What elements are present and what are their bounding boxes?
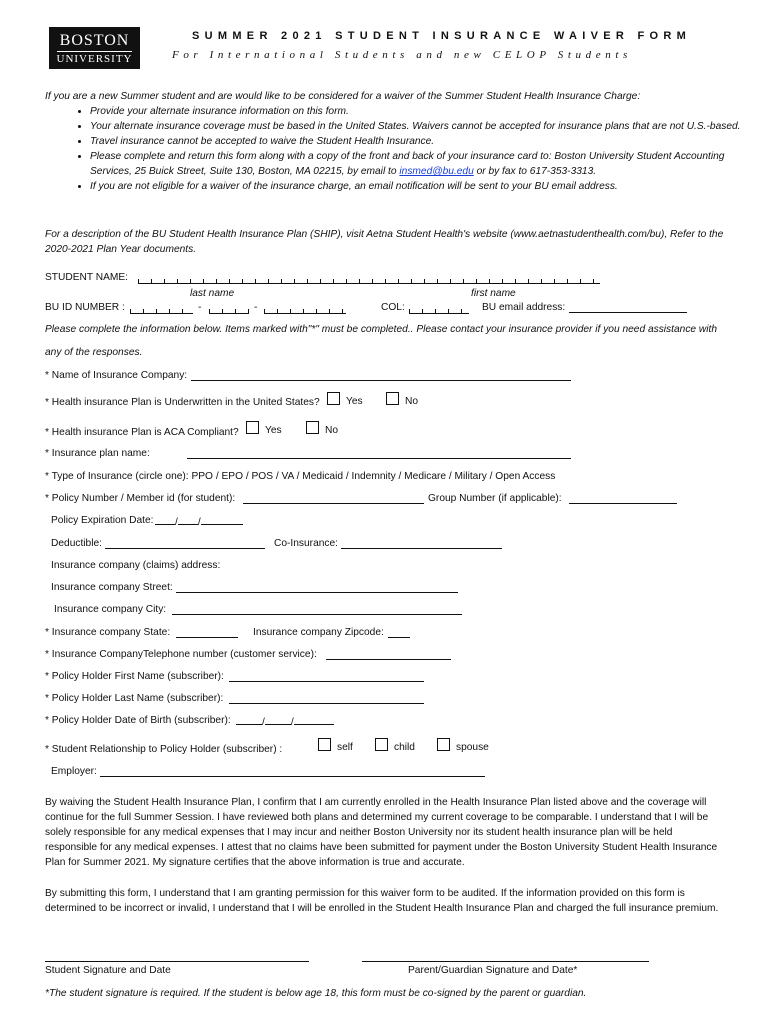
student-name-label: STUDENT NAME: bbox=[45, 272, 129, 283]
claims-address-label: Insurance company (claims) address: bbox=[51, 560, 221, 571]
zip-field[interactable] bbox=[388, 626, 410, 638]
student-name-field[interactable] bbox=[138, 273, 600, 284]
spouse-checkbox[interactable] bbox=[437, 738, 450, 751]
waiver-attestation: By waiving the Student Health Insurance Plan, I confirm that I am currently enrolled in the Health Insurance Plan listed above and the coverage will continue for the full Summer Session. I have reviewed both plans and determined my current coverage to be comparable. I understand that I will be solely responsible for any medical expenses that I may incur and neither Boston University nor its student health insurance plan will be held responsible for any medical expenses. I attest that no claims have been submitted for payment under the Boston University Student Health Insurance Plan for Summer 2021. My signature certifies that the above information is true and accurate. bbox=[45, 797, 718, 868]
form-subtitle: For International Students and new CELOP Students bbox=[172, 49, 632, 61]
signature-note: *The student signature is required. If the student is below age 18, this form must be co-signed by the parent or guardian. bbox=[45, 988, 587, 999]
student-signature-label: Student Signature and Date bbox=[45, 965, 171, 976]
holder-dob-label: * Policy Holder Date of Birth (subscriber): bbox=[45, 715, 231, 726]
phone-field[interactable] bbox=[326, 648, 451, 660]
bullet-5: • If you are not eligible for a waiver of the insurance charge, an email notification will be sent to your BU email address. bbox=[90, 179, 750, 194]
child-checkbox[interactable] bbox=[375, 738, 388, 751]
aca-yes-checkbox[interactable] bbox=[246, 421, 259, 434]
phone-label: * Insurance CompanyTelephone number (customer service): bbox=[45, 649, 317, 660]
instructions-line1: Please complete the information below. Items marked with"*" must be completed.. Please contact your insurance provider if you need assistance with bbox=[45, 324, 718, 335]
plan-name-label: * Insurance plan name: bbox=[45, 448, 150, 459]
email-label: BU email address: bbox=[482, 302, 566, 313]
relationship-label: * Student Relationship to Policy Holder (subscriber) : bbox=[45, 744, 283, 755]
underwritten-yes-checkbox[interactable] bbox=[327, 392, 340, 405]
holder-last-label: * Policy Holder Last Name (subscriber): bbox=[45, 693, 224, 704]
deductible-label: Deductible: bbox=[51, 538, 102, 549]
bu-id-part2[interactable] bbox=[209, 303, 249, 314]
form-title: SUMMER 2021 STUDENT INSURANCE WAIVER FORM bbox=[192, 30, 692, 42]
company-field[interactable] bbox=[191, 369, 571, 381]
holder-last-field[interactable] bbox=[229, 692, 424, 704]
holder-first-label: * Policy Holder First Name (subscriber): bbox=[45, 671, 224, 682]
email-field[interactable] bbox=[569, 301, 687, 313]
group-number-field[interactable] bbox=[569, 492, 677, 504]
coinsurance-label: Co-Insurance: bbox=[274, 538, 338, 549]
logo-line2: UNIVERSITY bbox=[56, 53, 133, 65]
parent-signature-line[interactable] bbox=[362, 960, 649, 962]
student-signature-line[interactable] bbox=[45, 960, 309, 962]
last-name-caption: last name bbox=[190, 288, 235, 299]
street-field[interactable] bbox=[176, 581, 458, 593]
col-field[interactable] bbox=[409, 303, 469, 314]
audit-permission: By submitting this form, I understand that I am granting permission for this waiver form to be audited. If the information provided on this form is determined to be incorrect or invalid, I understand that I will be enrolled in the Student Health Insurance Plan and charged the full insurance premium. bbox=[45, 888, 719, 914]
parent-signature-label: Parent/Guardian Signature and Date* bbox=[408, 965, 578, 976]
coinsurance-field[interactable] bbox=[341, 537, 502, 549]
zip-label: Insurance company Zipcode: bbox=[253, 627, 384, 638]
self-checkbox[interactable] bbox=[318, 738, 331, 751]
bullet-2: • Your alternate insurance coverage must be based in the United States. Waivers cannot be accepted for insurance plans that are not U.S.-based. bbox=[90, 119, 750, 134]
bu-logo bbox=[49, 27, 140, 69]
logo-line1: BOSTON bbox=[59, 32, 130, 49]
ship-description: For a description of the BU Student Health Insurance Plan (SHIP), visit Aetna Student Health's website (www.aetnastudenthealth.com/bu), Refer to the 2020-2021 Plan Year documents. bbox=[45, 229, 724, 255]
first-name-caption: first name bbox=[471, 288, 516, 299]
holder-dob-field[interactable]: / / bbox=[236, 713, 334, 730]
expiration-field[interactable]: / / bbox=[155, 513, 243, 530]
bullet-3: • Travel insurance cannot be accepted to waive the Student Health Insurance. bbox=[90, 134, 750, 149]
policy-number-label: * Policy Number / Member id (for student): bbox=[45, 493, 236, 504]
policy-number-field[interactable] bbox=[243, 492, 424, 504]
col-label: COL: bbox=[381, 302, 405, 313]
group-number-label: Group Number (if applicable): bbox=[428, 493, 562, 504]
bu-id-part1[interactable] bbox=[130, 303, 193, 314]
underwritten-no-checkbox[interactable] bbox=[386, 392, 399, 405]
bullet-4: • Please complete and return this form along with a copy of the front and back of your insurance card to: Boston University Student Accounting Services, 25 Buick Street, Suite 130, Boston, MA 02215, by email to insmed@bu.edu or by fax to 617-353-3313. bbox=[90, 149, 750, 179]
state-label: * Insurance company State: bbox=[45, 627, 171, 638]
bu-id-label: BU ID NUMBER : bbox=[45, 302, 125, 313]
bullet-1: • Provide your alternate insurance information on this form. bbox=[90, 104, 750, 119]
email-link[interactable]: insmed@bu.edu bbox=[399, 166, 474, 177]
street-label: Insurance company Street: bbox=[51, 582, 173, 593]
holder-first-field[interactable] bbox=[229, 670, 424, 682]
employer-field[interactable] bbox=[100, 765, 485, 777]
aca-no-checkbox[interactable] bbox=[306, 421, 319, 434]
intro-bullets bbox=[56, 104, 750, 194]
employer-label: Employer: bbox=[51, 766, 97, 777]
type-label: * Type of Insurance (circle one): PPO / EPO / POS / VA / Medicaid / Indemnity / Medicare / Military / Open Access bbox=[45, 471, 556, 482]
city-label: Insurance company City: bbox=[54, 604, 167, 615]
expiration-label: Policy Expiration Date: bbox=[51, 515, 154, 526]
intro-lead: If you are a new Summer student and are would like to be considered for a waiver of the Summer Student Health Insurance Charge: bbox=[45, 91, 641, 102]
aca-label: * Health insurance Plan is ACA Compliant? bbox=[45, 427, 239, 438]
company-label: * Name of Insurance Company: bbox=[45, 370, 188, 381]
plan-name-field[interactable] bbox=[187, 447, 571, 459]
bu-id-part3[interactable] bbox=[264, 303, 346, 314]
state-field[interactable] bbox=[176, 626, 238, 638]
instructions-line2: any of the responses. bbox=[45, 347, 143, 358]
underwritten-label: * Health insurance Plan is Underwritten in the United States? bbox=[45, 397, 320, 408]
deductible-field[interactable] bbox=[105, 537, 265, 549]
city-field[interactable] bbox=[172, 603, 462, 615]
